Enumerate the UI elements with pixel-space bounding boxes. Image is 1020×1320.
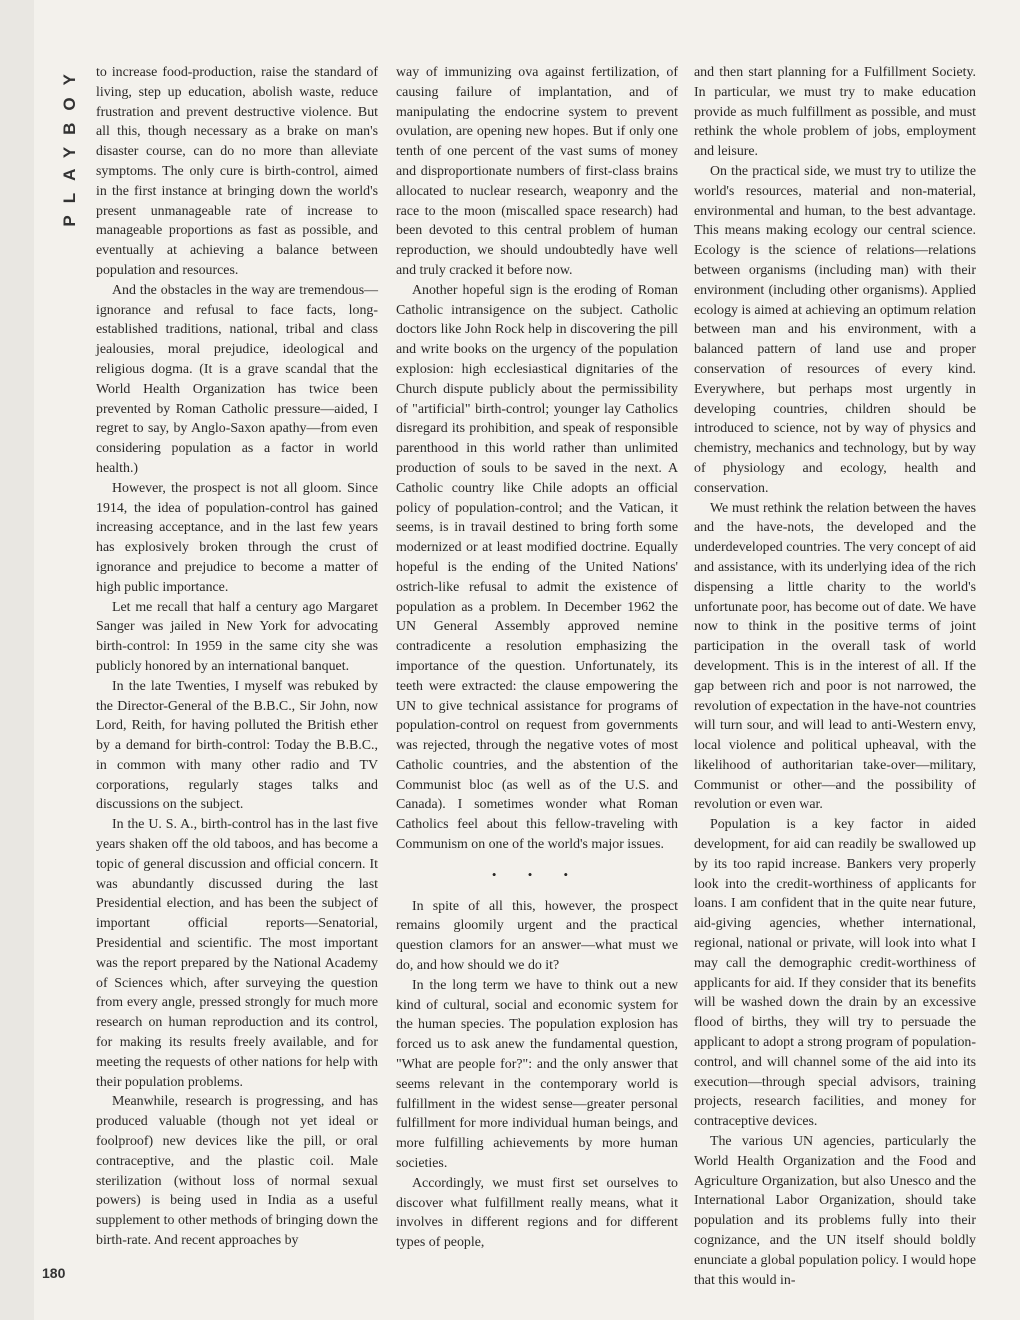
text-column-2 bbox=[396, 63, 678, 1253]
paragraph: However, the prospect is not all gloom. Since 1914, the idea of population-control has gained increasing acceptance, and in the last few years has explosively broken through the crust of ignorance and prejudice to become a matter of high public importance. bbox=[96, 480, 378, 595]
paragraph: On the practical side, we must try to utilize the world's resources, material and non-material, environmental and human, to the best advantage. This means making ecology our central science. Ecology is the science of relations—relations between organisms (including man) with their environment (including other organisms). Applied ecology is aimed at achieving an optimum relation between man and his environment, with a balanced pattern of land use and proper conservation of resources of every kind. Everywhere, but perhaps most urgently in developing countries, children should be introduced to science, not by way of physics and chemistry, mechanics and technology, but by way of physiology and ecology, health and conservation. bbox=[694, 163, 976, 496]
text-column-3 bbox=[694, 63, 976, 1290]
page-edge bbox=[0, 0, 34, 1320]
paragraph: way of immunizing ova against fertilization, of causing failure of implantation, and of manipulating the endocrine system to prevent ovulation, are opening new hopes. But if only one tenth of one percent of the vast sums of money and disproportionate numbers of first-class brains allocated to nuclear research, weaponry and the race to the moon (miscalled space research) had been devoted to this central problem of human reproduction, we should undoubtedly have well and truly cracked it before now. bbox=[396, 65, 678, 278]
page-number: 180 bbox=[42, 1265, 66, 1281]
paragraph: Accordingly, we must first set ourselves to discover what fulfillment really means, what it involves in different regions and for different types of people, bbox=[396, 1175, 678, 1251]
paragraph: Population is a key factor in aided development, for aid can readily be swallowed up by its too rapid increase. Bankers very properly look into the credit-worthiness of applicants for loans. I am confident that in the quite near future, aid-giving agencies, whether international, regional, national or private, will look into what I may call the demographic credit-worthiness of applicants for aid. If they consider that its benefits will be washed down the drain by an excessive flood of births, they will try to persuade the applicant to adopt a strong program of population-control, and will channel some of the aid into its execution—through special advisors, training projects, research facilities, and money for contraceptive devices. bbox=[694, 817, 976, 1130]
paragraph: Another hopeful sign is the eroding of Roman Catholic intransigence on the subject. Catholic doctors like John Rock help in discovering the pill and write books on the urgency of the population explosion: high ecclesiastical dignitaries of the Church dispute publicly about the permissibility of "artificial" birth-control; younger lay Catholics disregard its prohibition, and speak of responsible parenthood in this world rather than unlimited production of souls to be saved in the next. A Catholic country like Chile adopts an official policy of population-control; and the Vatican, it seems, is in travail destined to bring forth some modernized or at least modified doctrine. Equally hopeful is the ending of the United Nations' ostrich-like refusal to admit the existence of population as a problem. In December 1962 the UN General Assembly approved nemine contradicente a resolution emphasizing the importance of the question. Unfortunately, its teeth were extracted: the clause empowering the UN to give technical assistance for programs of population-control on request from governments was rejected, through the negative votes of most Catholic countries, and the abstention of the Communist bloc (as well as of the U.S. and Canada). I sometimes wonder what Roman Catholics feel about this fellow-traveling with Communism on one of the world's major issues. bbox=[396, 282, 678, 853]
paragraph: Meanwhile, research is progressing, and has produced valuable (though not yet ideal or foolproof) new devices like the pill, or oral contraceptive, and the plastic coil. Male sterilization (without loss of normal sexual powers) is being used in India as a useful supplement to other methods of bringing down the birth-rate. And recent approaches by bbox=[96, 1094, 378, 1249]
paragraph: to increase food-production, raise the standard of living, step up education, abolish waste, reduce frustration and prevent destructive violence. But all this, though necessary as a brake on man's disaster course, can do no more than alleviate symptoms. The only cure is birth-control, aimed in the first instance at bringing down the world's present unmanageable rate of increase to manageable proportions as fast as possible, and eventually at achieving a balance between population and resources. bbox=[96, 65, 378, 278]
paragraph: And the obstacles in the way are tremendous—ignorance and refusal to face facts, long-established traditions, national, tribal and class jealousies, moral prejudice, ideological and religious dogma. (It is a grave scandal that the World Health Organization has twice been prevented by Roman Catholic pressure—aided, I regret to say, by Anglo-Saxon apathy—from even considering population as a factor in world health.) bbox=[96, 282, 378, 476]
paragraph: In the U. S. A., birth-control has in the last five years shaken off the old taboos, and has become a topic of general discussion and official concern. It was abundantly discussed during the last Presidential election, and has been the subject of important official reports—Senatorial, Presidential and scientific. The most important was the report prepared by the National Academy of Sciences which, after surveying the question from every angle, pressed strongly for much more research on human reproduction and its control, for making its results freely available, and for meeting the requests of other nations for help with their population problems. bbox=[96, 817, 378, 1090]
paragraph: In spite of all this, however, the prospect remains gloomily urgent and the practical question clamors for an answer—what must we do, and how should we do it? bbox=[396, 898, 678, 974]
paragraph: We must rethink the relation between the haves and the have-nots, the developed and the underdeveloped countries. The very concept of aid and assistance, with its underlying idea of the rich dispensing a little charity to the world's unfortunate poor, has become out of date. We have now to think in the positive terms of joint participation in the overall task of world development. This is in the interest of all. If the gap between rich and poor is not narrowed, the revolution of expectation in the have-not countries will turn sour, and will lead to anti-Western envy, local violence and political upheaval, with the likelihood of authoritarian take-over—military, Communist or other—and the possibility of revolution or even war. bbox=[694, 500, 976, 813]
paragraph: In the long term we have to think out a new kind of cultural, social and economic system for the human species. The population explosion has forced us to ask anew the fundamental question, "What are people for?": and the only answer that seems relevant in the contemporary world is fulfillment in the widest sense—greater personal fulfillment for more individual human beings, and more fulfilling achievements by more human societies. bbox=[396, 977, 678, 1172]
section-break: • • • bbox=[491, 866, 583, 882]
paragraph: Let me recall that half a century ago Margaret Sanger was jailed in New York for advocating birth-control: In 1959 in the same city she was publicly honored by an international banquet. bbox=[96, 599, 378, 674]
paragraph: In the late Twenties, I myself was rebuked by the Director-General of the B.B.C., Sir John, now Lord, Reith, for having polluted the British ether by a demand for birth-control: Today the B.B.C., in common with many other radio and TV corporations, regularly stages talks and discussions on the subject. bbox=[96, 678, 378, 813]
masthead-text: PLAYBOY bbox=[60, 62, 79, 227]
paragraph: The various UN agencies, particularly the World Health Organization and the Food and Agriculture Organization, but also Unesco and the International Labor Organization, should take population and its problems fully into their cognizance, and the UN itself should boldly enunciate a global population policy. I would hope that this would in- bbox=[694, 1134, 976, 1288]
paragraph: and then start planning for a Fulfillment Society. In particular, we must try to make education provide as much fulfillment as possible, and must rethink the whole problem of jobs, employment and leisure. bbox=[694, 65, 976, 160]
magazine-masthead bbox=[50, 62, 90, 227]
text-column-1 bbox=[96, 63, 378, 1251]
